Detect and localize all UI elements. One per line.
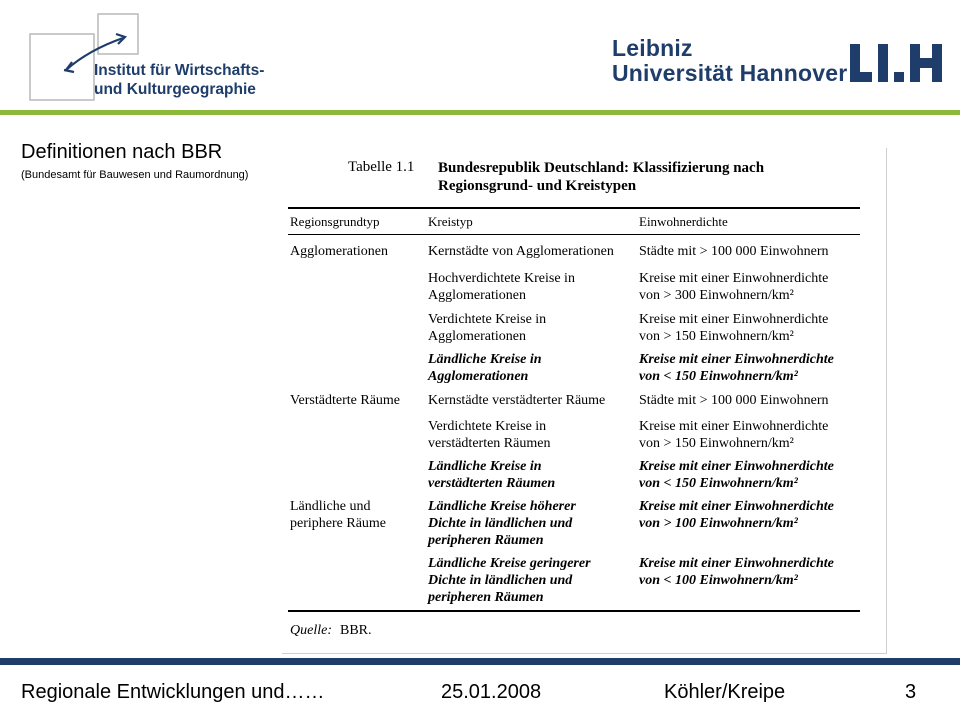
footer-divider	[0, 658, 960, 665]
classification-table	[282, 148, 887, 654]
cell-region: Ländliche und periphere Räume	[290, 499, 387, 531]
cell-line: Verdichtete Kreise in	[428, 312, 547, 327]
slide-header	[0, 0, 960, 110]
institute-name	[94, 61, 264, 99]
cell-einwohnerdichte	[639, 243, 829, 260]
cell-line: von < 100 Einwohnern/km²	[639, 573, 798, 588]
cell-einwohnerdichte	[639, 498, 834, 532]
cell-line: von > 150 Einwohnern/km²	[639, 436, 794, 451]
cell-kreistyp	[428, 311, 546, 345]
luh-logo-mark	[850, 44, 942, 82]
cell-einwohnerdichte	[639, 311, 828, 345]
cell-einwohnerdichte	[639, 458, 834, 492]
cell-line: verstädterten Räumen	[428, 476, 556, 491]
institute-line-2: und Kulturgeographie	[94, 81, 256, 98]
table-top-rule	[288, 207, 860, 209]
cell-line: Kreise mit einer Einwohnerdichte	[639, 419, 829, 434]
column-header-density: Einwohnerdichte	[639, 214, 728, 229]
university-line-2: Universität Hannover	[612, 60, 848, 86]
cell-line: Kreise mit einer Einwohnerdichte	[639, 556, 834, 571]
cell-line: Ländliche Kreise geringerer	[428, 556, 591, 571]
cell-line: Hochverdichtete Kreise in	[428, 271, 575, 286]
cell-line: von > 150 Einwohnern/km²	[639, 329, 794, 344]
cell-line: Ländliche Kreise in	[428, 352, 542, 367]
cell-kreistyp	[428, 392, 605, 409]
cell-kreistyp	[428, 418, 550, 452]
cell-line: Ländliche Kreise höherer	[428, 499, 576, 514]
cell-line: Kernstädte verstädterter Räume	[428, 393, 606, 408]
cell-line: peripheren Räumen	[428, 533, 544, 548]
institute-line-1: Institut für Wirtschafts-	[94, 62, 265, 79]
cell-line: von < 150 Einwohnern/km²	[639, 476, 798, 491]
cell-line: verstädterten Räumen	[428, 436, 551, 451]
cell-line: Dichte in ländlichen und	[428, 516, 573, 531]
cell-line: Agglomerationen	[428, 369, 529, 384]
cell-line: Kreise mit einer Einwohnerdichte	[639, 459, 834, 474]
column-header-kreis: Kreistyp	[428, 214, 473, 229]
cell-region: Agglomerationen	[290, 244, 388, 259]
cell-line: von > 300 Einwohnern/km²	[639, 288, 794, 303]
cell-line: von > 100 Einwohnern/km²	[639, 516, 798, 531]
footer-authors: Köhler/Kreipe	[664, 681, 786, 703]
cell-line: Dichte in ländlichen und	[428, 573, 573, 588]
cell-line: Kernstädte von Agglomerationen	[428, 244, 614, 259]
university-name	[612, 36, 847, 86]
table-number: Tabelle 1.1	[348, 159, 415, 175]
cell-kreistyp	[428, 458, 555, 492]
cell-kreistyp	[428, 555, 591, 606]
column-header-region: Regionsgrundtyp	[290, 214, 380, 229]
header-divider	[0, 110, 960, 115]
footer-date: 25.01.2008	[441, 681, 542, 703]
cell-einwohnerdichte	[639, 392, 829, 409]
cell-line: Städte mit > 100 000 Einwohnern	[639, 393, 829, 408]
cell-line: Städte mit > 100 000 Einwohnern	[639, 244, 829, 259]
cell-region: Verstädterte Räume	[290, 393, 401, 408]
cell-einwohnerdichte	[639, 555, 834, 589]
cell-line: von < 150 Einwohnern/km²	[639, 369, 798, 384]
cell-line: Kreise mit einer Einwohnerdichte	[639, 499, 834, 514]
cell-einwohnerdichte	[639, 351, 834, 385]
university-line-1: Leibniz	[612, 35, 693, 61]
slide-subtitle: (Bundesamt für Bauwesen und Raumordnung)	[21, 169, 249, 181]
table-bottom-rule	[288, 610, 860, 612]
table-header-rule	[288, 234, 860, 235]
slide-title: Definitionen nach BBR	[21, 141, 223, 163]
cell-line: Verdichtete Kreise in	[428, 419, 547, 434]
source-value: BBR.	[339, 623, 372, 638]
cell-line: Agglomerationen	[428, 329, 526, 344]
footer-page-number: 3	[905, 681, 917, 703]
cell-einwohnerdichte	[639, 270, 828, 304]
cell-line: Kreise mit einer Einwohnerdichte	[639, 271, 829, 286]
cell-line: peripheren Räumen	[428, 590, 544, 605]
cell-einwohnerdichte	[639, 418, 828, 452]
source-label: Quelle:	[290, 623, 332, 638]
cell-kreistyp	[428, 351, 542, 385]
cell-line: Agglomerationen	[428, 288, 526, 303]
cell-line: Kreise mit einer Einwohnerdichte	[639, 312, 829, 327]
table-source	[290, 623, 372, 639]
footer-topic: Regionale Entwicklungen und……	[21, 681, 325, 703]
cell-kreistyp	[428, 243, 614, 260]
cell-kreistyp	[428, 270, 575, 304]
cell-line: Ländliche Kreise in	[428, 459, 542, 474]
cell-line: Kreise mit einer Einwohnerdichte	[639, 352, 834, 367]
cell-kreistyp	[428, 498, 576, 549]
table-title: Bundesrepublik Deutschland: Klassifizierung nach Regionsgrund- und Kreistypen	[438, 160, 765, 194]
